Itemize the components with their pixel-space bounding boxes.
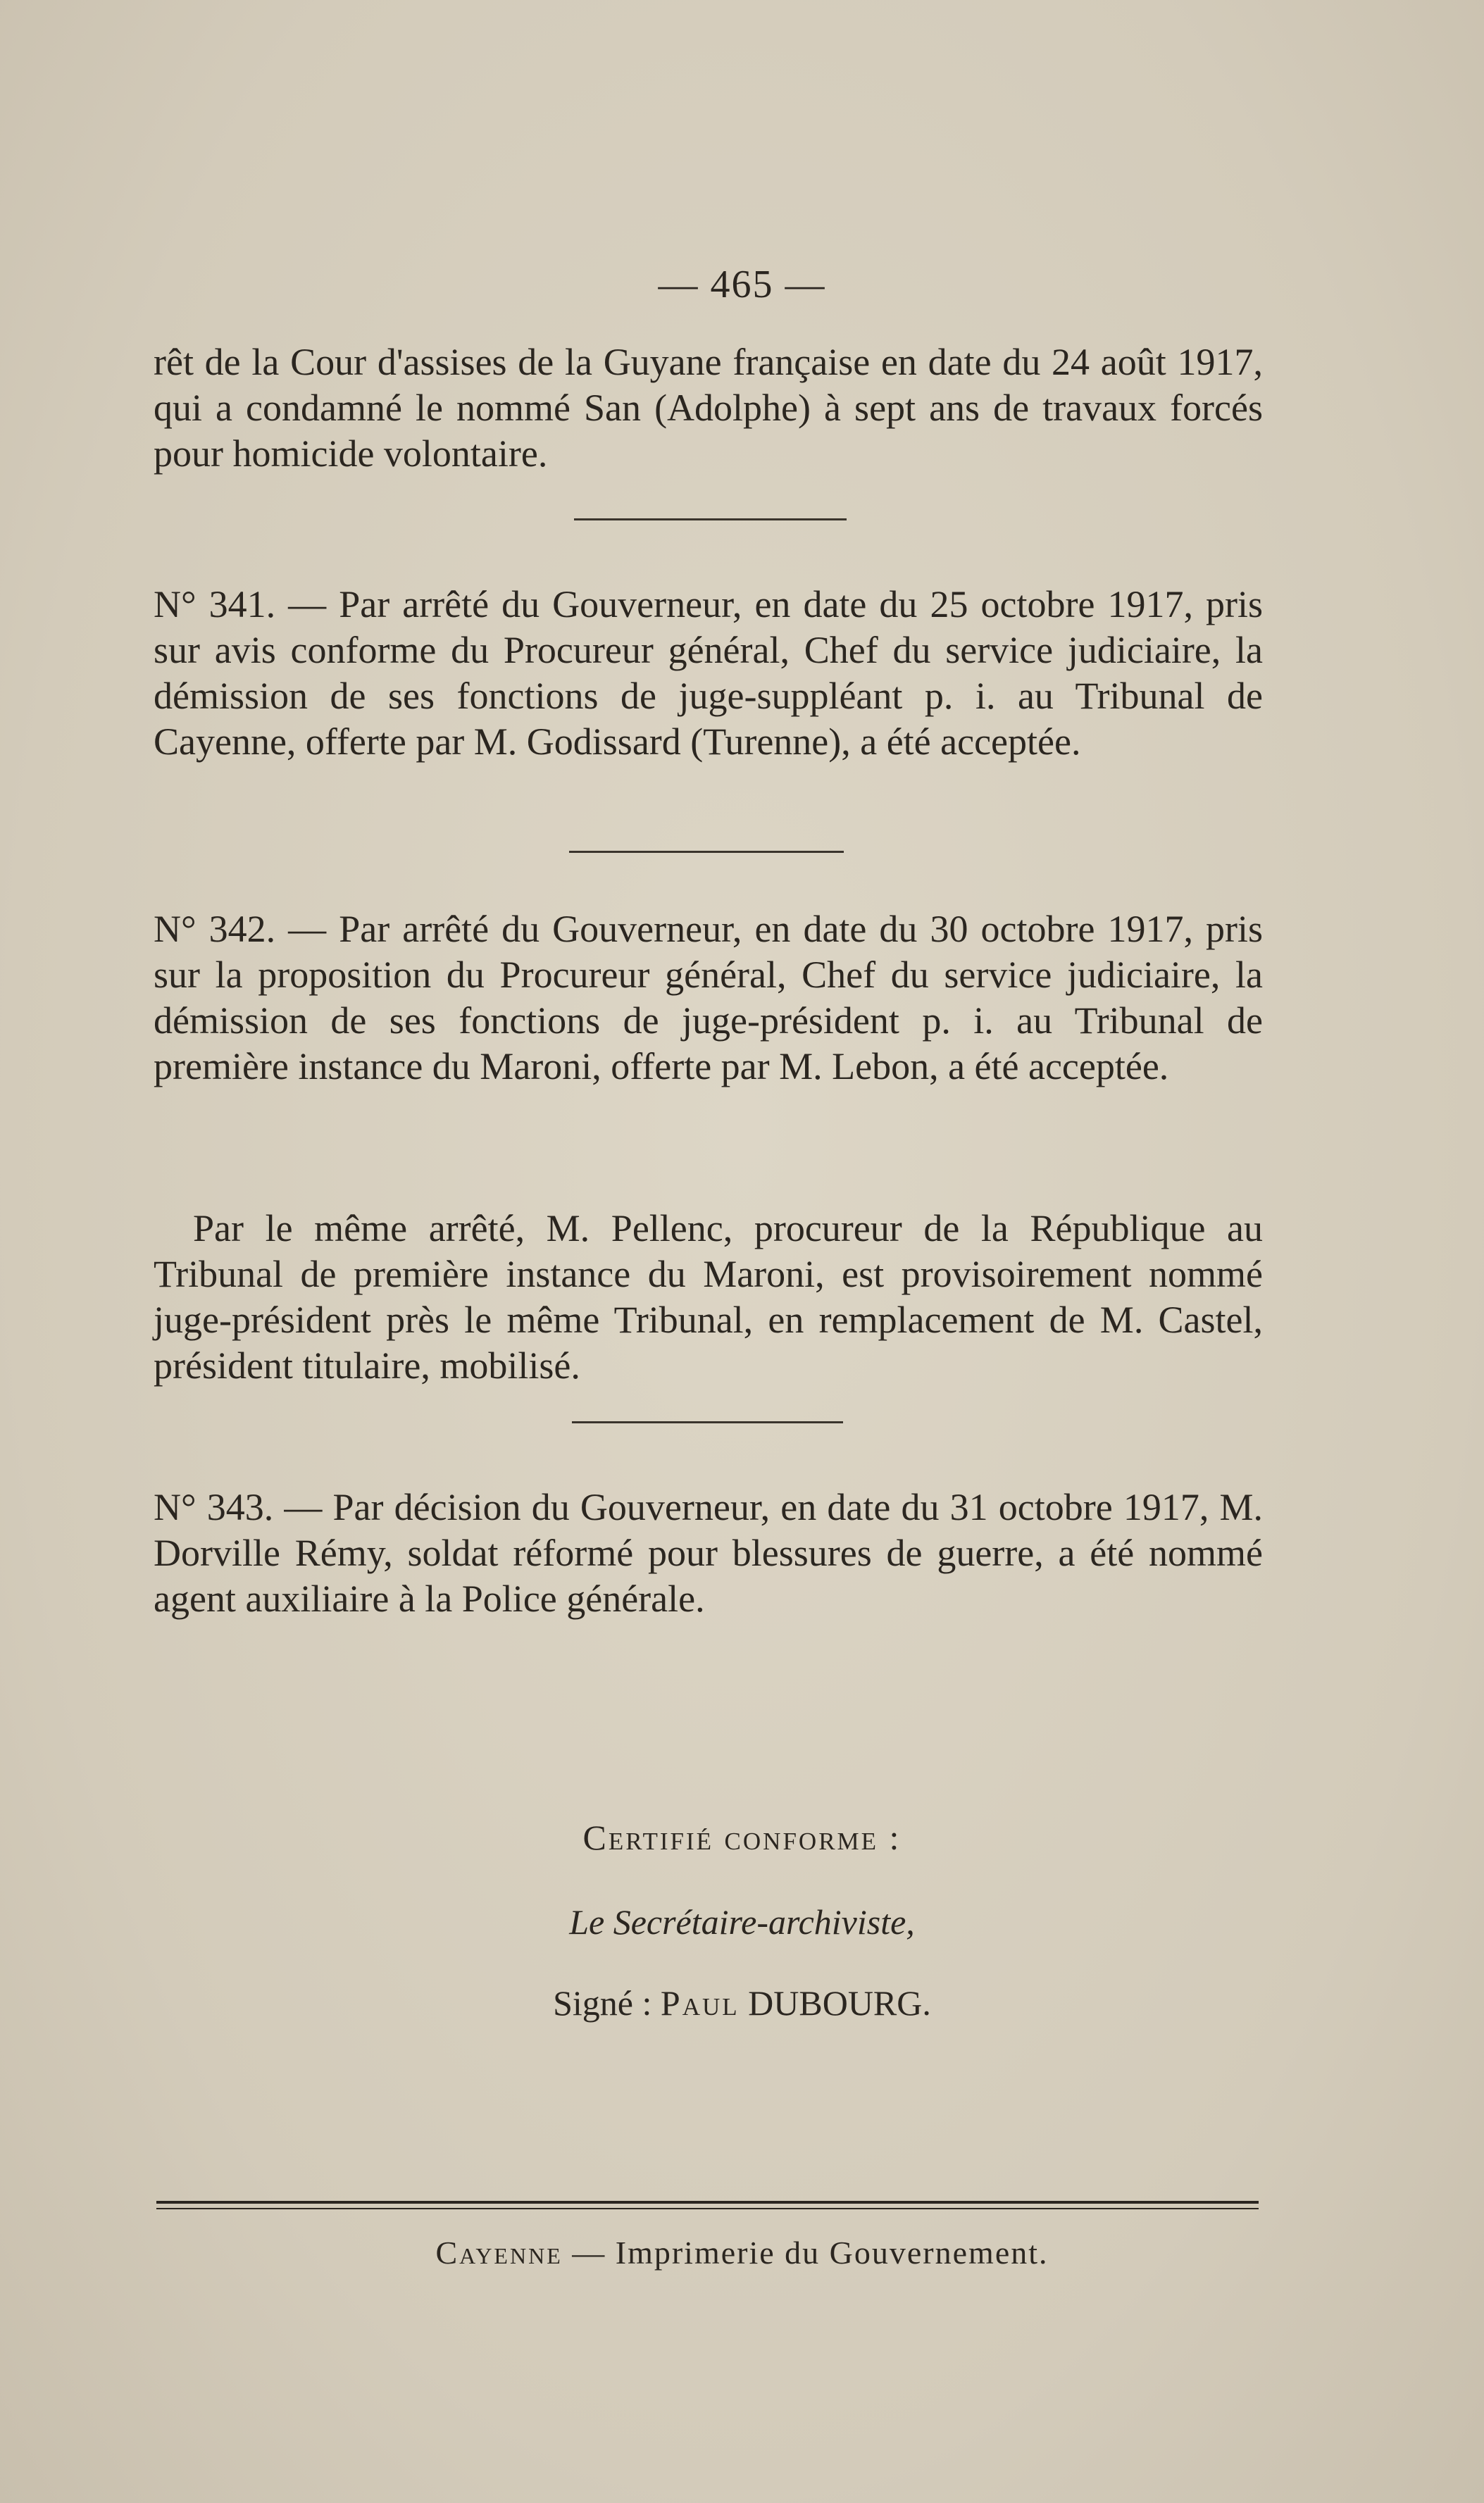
separator-rule-2 <box>569 851 844 853</box>
continuation-text: rêt de la Cour d'assises de la Guyane française en date du 24 août 1917, qui a condamné le nommé San (Adolphe) à sept ans de travaux forcés pour homicide volontaire. <box>154 341 1263 475</box>
separator-rule-3 <box>572 1421 843 1423</box>
entry-341 <box>154 582 1263 765</box>
page-number: — 465 — <box>658 263 826 306</box>
entry-342-continuation <box>154 1206 1263 1389</box>
footer-printer: — Imprimerie du Gouvernement. <box>572 2235 1049 2271</box>
signer-last-name: DUBOURG. <box>748 1983 931 2023</box>
entry-343-text: N° 343. — Par décision du Gouverneur, en date du 31 octobre 1917, M. Dorville Rémy, soldat réformé pour blessures de guerre, a été nommé agent auxiliaire à la Police générale. <box>154 1486 1263 1620</box>
signed-prefix: Signé : <box>553 1983 652 2023</box>
footer-place: Cayenne <box>435 2235 563 2271</box>
entry-343 <box>154 1485 1263 1622</box>
entry-342 <box>154 906 1263 1090</box>
imprint-footer <box>0 2234 1484 2271</box>
continuation-paragraph <box>154 339 1263 477</box>
footer-rule-thin <box>156 2208 1259 2209</box>
signer-first-name: Paul <box>660 1983 740 2023</box>
secretary-line: Le Secrétaire-archiviste, <box>569 1902 915 1942</box>
separator-rule-1 <box>574 518 847 520</box>
signature-line <box>0 1983 1484 2023</box>
entry-341-text: N° 341. — Par arrêté du Gouverneur, en date du 25 octobre 1917, pris sur avis conforme du Procureur général, Chef du service judiciaire, la démission de ses fonctions de juge-suppléant p. i. au Tribunal de Cayenne, offerte par M. Godissard (Turenne), a été acceptée. <box>154 583 1263 763</box>
entry-342-text: N° 342. — Par arrêté du Gouverneur, en date du 30 octobre 1917, pris sur la proposition du Procureur général, Chef du service judiciaire, la démission de ses fonctions de juge-président p. i. au Tribunal de première instance du Maroni, offerte par M. Lebon, a été acceptée. <box>154 908 1263 1087</box>
certified-line: Certifié conforme : <box>582 1818 902 1857</box>
entry-342-continuation-text: Par le même arrêté, M. Pellenc, procureur de la République au Tribunal de première instance du Maroni, est provisoirement nommé juge-président près le même Tribunal, en remplacement de M. Castel, président titulaire, mobilisé. <box>154 1207 1263 1387</box>
footer-rule-thick <box>156 2201 1259 2204</box>
